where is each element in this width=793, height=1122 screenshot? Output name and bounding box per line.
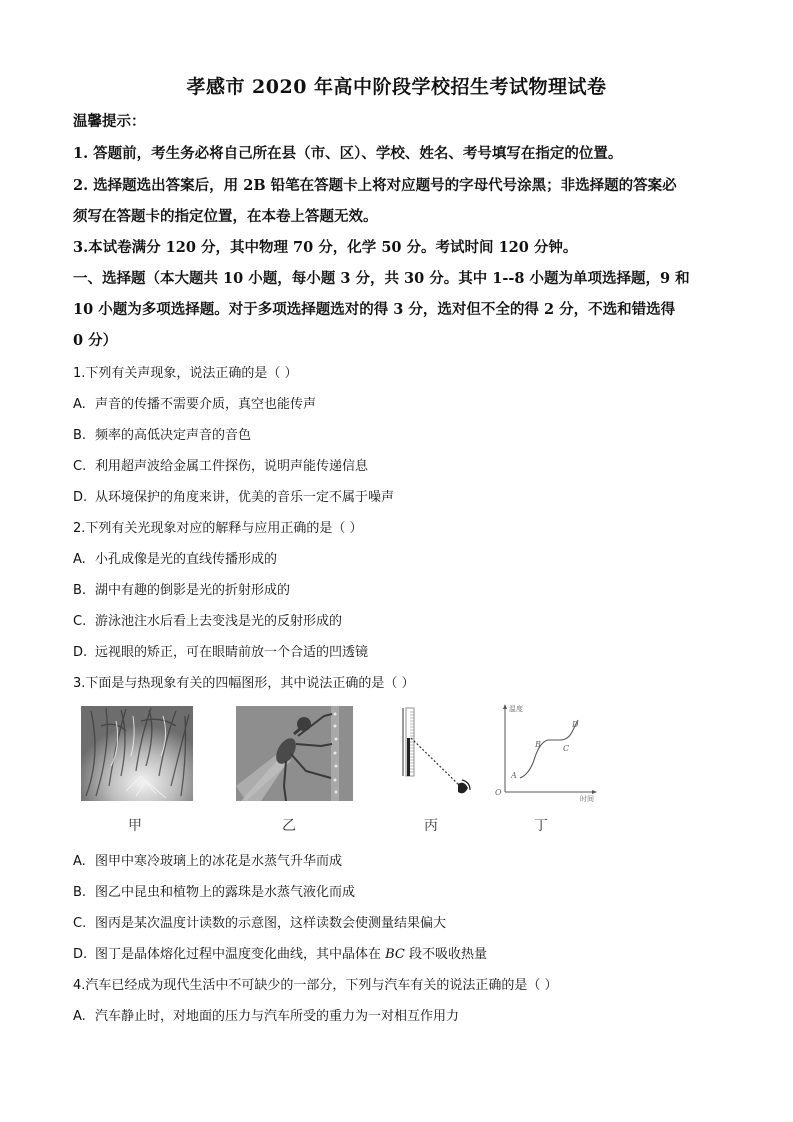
frost-image-icon bbox=[81, 706, 193, 801]
option-a bbox=[73, 850, 342, 869]
option-a bbox=[73, 1005, 459, 1024]
point-a-label: A bbox=[511, 771, 517, 780]
figure-caption: 乙 bbox=[282, 818, 296, 834]
section-heading: 10 小题为多项选择题。对于多项选择题选对的得 3 分，选对但不全的得 2 分，不选和错选得 bbox=[73, 301, 676, 318]
option-c bbox=[73, 455, 368, 474]
point-c-label: C bbox=[563, 744, 570, 753]
option-label: C. bbox=[73, 459, 87, 474]
point-d-label: D bbox=[572, 720, 579, 729]
dragonfly-image-icon bbox=[236, 706, 353, 801]
option-text: 段不吸收热量 bbox=[404, 947, 488, 962]
option-label: B. bbox=[73, 583, 87, 598]
question-stem: 3.下面是与热现象有关的四幅图形，其中说法正确的是（ ） bbox=[73, 676, 415, 691]
y-axis-label: 温度 bbox=[509, 705, 523, 713]
option-label: C. bbox=[73, 916, 87, 931]
option-d bbox=[73, 641, 368, 660]
section-heading: 0 分） bbox=[73, 332, 118, 349]
option-label: A. bbox=[73, 854, 86, 869]
option-text: 图乙中昆虫和植物上的露珠是水蒸气液化而成 bbox=[95, 885, 356, 900]
section-heading: 一、选择题（本大题共 10 小题，每小题 3 分，共 30 分。其中 1--8 小题为单项选择题，9 和 bbox=[73, 270, 690, 287]
origin-label: O bbox=[495, 788, 502, 797]
option-text: 远视眼的矫正，可在眼睛前放一个合适的凹透镜 bbox=[95, 645, 369, 660]
figure-caption: 丁 bbox=[534, 818, 548, 834]
x-axis-label: 时间 bbox=[580, 795, 594, 802]
figure-thermometer-diagram bbox=[398, 706, 473, 801]
option-c bbox=[73, 912, 446, 931]
option-text: 图甲中寒冷玻璃上的冰花是水蒸气升华而成 bbox=[95, 854, 343, 869]
notice-item: 3.本试卷满分 120 分，其中物理 70 分，化学 50 分。考试时间 120 分钟。 bbox=[73, 239, 578, 256]
option-text: 湖中有趣的倒影是光的折射形成的 bbox=[95, 583, 291, 598]
page-title: 孝感市 2020 年高中阶段学校招生考试物理试卷 bbox=[186, 76, 607, 98]
question-stem: 2.下列有关光现象对应的解释与应用正确的是（ ） bbox=[73, 521, 363, 536]
option-text: 声音的传播不需要介质，真空也能传声 bbox=[95, 397, 317, 412]
option-text: 利用超声波给金属工件探伤，说明声能传递信息 bbox=[95, 459, 369, 474]
option-label: A. bbox=[73, 552, 86, 567]
option-d bbox=[73, 486, 394, 505]
melting-curve-graph-icon bbox=[490, 702, 600, 802]
option-b bbox=[73, 424, 251, 443]
option-a bbox=[73, 393, 316, 412]
option-label: A. bbox=[73, 1009, 86, 1024]
segment-label: BC bbox=[385, 947, 405, 962]
option-text: 图丁是晶体熔化过程中温度变化曲线，其中晶体在 bbox=[95, 947, 386, 962]
option-label: D. bbox=[73, 947, 88, 962]
option-d bbox=[73, 943, 487, 962]
option-label: D. bbox=[73, 645, 88, 660]
option-label: A. bbox=[73, 397, 86, 412]
figure-frost-photo bbox=[81, 706, 193, 801]
notice-item: 2. 选择题选出答案后，用 2B 铅笔在答题卡上将对应题号的字母代号涂黑；非选择题的答案必 bbox=[73, 177, 677, 194]
option-b bbox=[73, 881, 355, 900]
point-b-label: B bbox=[535, 740, 541, 749]
notice-item: 1. 答题前，考生务必将自己所在县（市、区）、学校、姓名、考号填写在指定的位置。 bbox=[73, 145, 623, 162]
notice-heading: 温馨提示： bbox=[73, 113, 146, 130]
option-label: B. bbox=[73, 885, 87, 900]
option-label: C. bbox=[73, 614, 87, 629]
figure-caption: 甲 bbox=[128, 818, 142, 834]
question-stem: 4.汽车已经成为现代生活中不可缺少的一部分，下列与汽车有关的说法正确的是（ ） bbox=[73, 978, 558, 993]
option-label: B. bbox=[73, 428, 87, 443]
option-b bbox=[73, 579, 290, 598]
option-a bbox=[73, 548, 277, 567]
thermometer-icon bbox=[398, 706, 473, 801]
figure-dragonfly-photo bbox=[236, 706, 353, 801]
option-text: 图丙是某次温度计读数的示意图，这样读数会使测量结果偏大 bbox=[95, 916, 447, 931]
option-text: 汽车静止时，对地面的压力与汽车所受的重力为一对相互作用力 bbox=[95, 1009, 460, 1024]
option-label: D. bbox=[73, 490, 88, 505]
question-stem: 1.下列有关声现象，说法正确的是（ ） bbox=[73, 366, 298, 381]
option-text: 游泳池注水后看上去变浅是光的反射形成的 bbox=[95, 614, 343, 629]
option-text: 从环境保护的角度来讲，优美的音乐一定不属于噪声 bbox=[95, 490, 395, 505]
option-text: 频率的高低决定声音的音色 bbox=[95, 428, 252, 443]
option-c bbox=[73, 610, 342, 629]
figure-caption: 丙 bbox=[424, 818, 438, 834]
figure-melting-curve bbox=[490, 702, 600, 802]
option-text: 小孔成像是光的直线传播形成的 bbox=[95, 552, 278, 567]
notice-item: 须写在答题卡的指定位置，在本卷上答题无效。 bbox=[73, 208, 378, 225]
